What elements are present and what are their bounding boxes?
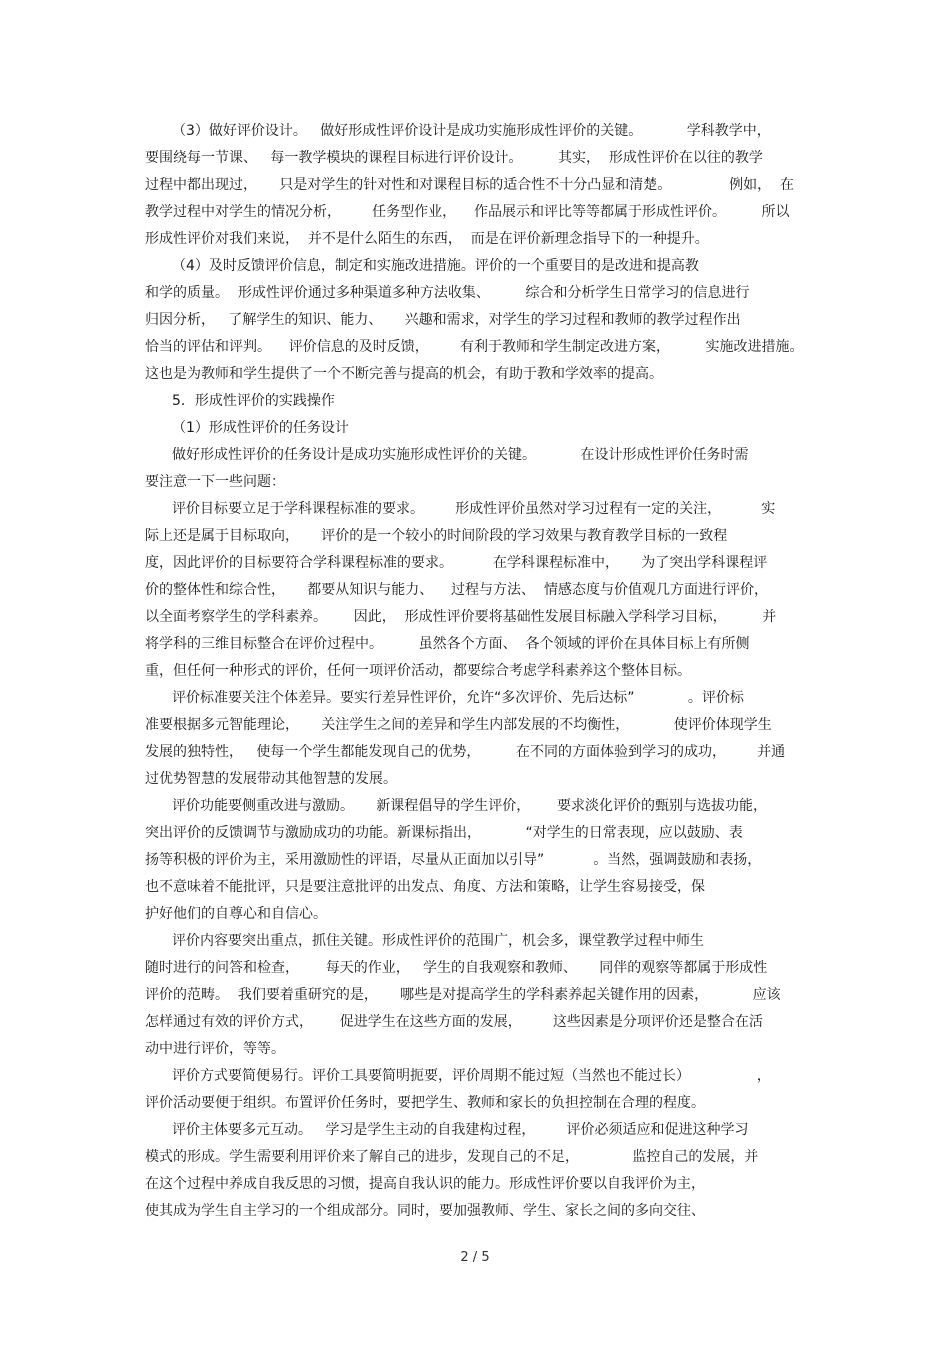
line-text: 5．形成性评价的实践操作: [172, 393, 335, 409]
paragraph-line: [0, 631, 950, 658]
line-text: 重，但任何一种形式的评价，任何一项评价活动，都要综合考虑学科素养这个整体目标。: [145, 663, 691, 679]
paragraph-line: [0, 145, 950, 172]
paragraph-line: [0, 874, 950, 901]
line-text: 价的整体性和综合性， 都要从知识与能力、 过程与方法、 情感态度与价值观几方面进行评价，: [145, 582, 768, 598]
paragraph-line: [0, 766, 950, 793]
line-text: 准要根据多元智能理论， 关注学生之间的差异和学生内部发展的不均衡性， 使评价体现学生: [145, 717, 772, 733]
line-text: 形成性评价对我们来说， 并不是什么陌生的东西， 而是在评价新理念指导下的一种提升。: [145, 231, 709, 247]
line-text: （4）及时反馈评价信息，制定和实施改进措施。评价的一个重要目的是改进和提高教: [172, 258, 699, 274]
line-text: 以全面考察学生的学科素养。 因此， 形成性评价要将基础性发展目标融入学科学习目标， 并: [145, 609, 777, 625]
line-text: 教学过程中对学生的情况分析， 任务型作业， 作品展示和评比等等都属于形成性评价。 所以: [145, 204, 790, 220]
line-text: 随时进行的问答和检查， 每天的作业， 学生的自我观察和教师、 同伴的观察等都属于形成性: [145, 960, 768, 976]
line-text: 使其成为学生自主学习的一个组成部分。同时，要加强教师、学生、家长之间的多向交往、: [145, 1203, 705, 1219]
line-text: 护好他们的自尊心和自信心。: [145, 906, 327, 922]
paragraph-line: [0, 955, 950, 982]
line-text: 发展的独特性， 使每一个学生都能发现自己的优势， 在不同的方面体验到学习的成功， 并通: [145, 744, 786, 760]
paragraph-first-line: [0, 442, 950, 469]
line-text: 模式的形成。学生需要利用评价来了解自己的进步，发现自己的不足， 监控自己的发展，并: [145, 1149, 759, 1165]
paragraph-first-line: [0, 496, 950, 523]
paragraph-first-line: [0, 118, 950, 145]
line-text: 评价的范畴。 我们要着重研究的是， 哪些是对提高学生的学科素养起关键作用的因素， 应该: [145, 987, 781, 1003]
line-text: 度，因此评价的目标要符合学科课程标准的要求。 在学科课程标准中， 为了突出学科课程评: [145, 555, 768, 571]
line-text: 评价活动要便于组织。布置评价任务时，要把学生、教师和家长的负担控制在合理的程度。: [145, 1095, 705, 1111]
line-text: 将学科的三维目标整合在评价过程中。 虽然各个方面、 各个领域的评价在具体目标上有所侧: [145, 636, 750, 652]
line-text: 和学的质量。 形成性评价通过多种渠道多种方法收集、 综合和分析学生日常学习的信息进行: [145, 285, 750, 301]
line-text: 际上还是属于目标取向， 评价的是一个较小的时间阶段的学习效果与教育教学目标的一致程: [145, 528, 728, 544]
paragraph-line: [0, 604, 950, 631]
line-text: 评价标准要关注个体差异。要实行差异性评价，允许“多次评价、先后达标” 。评价标: [172, 690, 744, 706]
paragraph-line: [0, 658, 950, 685]
paragraph-first-line: [0, 388, 950, 415]
line-text: 评价方式要简便易行。评价工具要简明扼要，评价周期不能过短（当然也不能过长） ，: [172, 1068, 771, 1084]
paragraph-line: [0, 469, 950, 496]
paragraph-line: [0, 280, 950, 307]
line-text: 过优势智慧的发展带动其他智慧的发展。: [145, 771, 397, 787]
paragraph-line: [0, 820, 950, 847]
paragraph-line: [0, 712, 950, 739]
line-text: 要围绕每一节课、 每一教学模块的课程目标进行评价设计。 其实， 形成性评价在以往的教学: [145, 150, 763, 166]
line-text: 评价目标要立足于学科课程标准的要求。 形成性评价虽然对学习过程有一定的关注， 实: [172, 501, 776, 517]
line-text: 这也是为教师和学生提供了一个不断完善与提高的机会，有助于教和学效率的提高。: [145, 366, 663, 382]
line-text: 动中进行评价，等等。: [145, 1041, 285, 1057]
paragraph-line: [0, 550, 950, 577]
paragraph-line: [0, 334, 950, 361]
line-text: 恰当的评估和评判。 评价信息的及时反馈， 有利于教师和学生制定改进方案， 实施改进措施。: [145, 339, 804, 355]
paragraph-line: [0, 901, 950, 928]
paragraph-first-line: [0, 253, 950, 280]
paragraph-line: [0, 307, 950, 334]
paragraph-line: [0, 577, 950, 604]
paragraph-line: [0, 1036, 950, 1063]
paragraph-line: [0, 739, 950, 766]
paragraph-line: [0, 982, 950, 1009]
paragraph-first-line: [0, 1117, 950, 1144]
paragraph-first-line: [0, 928, 950, 955]
document-body: [0, 118, 950, 1225]
line-text: 过程中都出现过， 只是对学生的针对性和对课程目标的适合性不十分凸显和清楚。 例如， 在: [145, 177, 795, 193]
line-text: 评价主体要多元互动。 学习是学生主动的自我建构过程， 评价必须适应和促进这种学习: [172, 1122, 749, 1138]
paragraph-first-line: [0, 793, 950, 820]
paragraph-first-line: [0, 685, 950, 712]
line-text: 评价功能要侧重改进与激励。 新课程倡导的学生评价， 要求淡化评价的甄别与选拔功能，: [172, 798, 767, 814]
paragraph-line: [0, 1198, 950, 1225]
paragraph-line: [0, 1171, 950, 1198]
paragraph-line: [0, 226, 950, 253]
line-text: 要注意一下一些问题：: [145, 474, 285, 490]
line-text: 怎样通过有效的评价方式， 促进学生在这些方面的发展， 这些因素是分项评价还是整合在活: [145, 1014, 763, 1030]
paragraph-first-line: [0, 1063, 950, 1090]
paragraph-line: [0, 172, 950, 199]
paragraph-line: [0, 523, 950, 550]
paragraph-line: [0, 1090, 950, 1117]
line-text: 归因分析， 了解学生的知识、能力、 兴趣和需求，对学生的学习过程和教师的教学过程作出: [145, 312, 741, 328]
paragraph-line: [0, 1144, 950, 1171]
paragraph-line: [0, 847, 950, 874]
paragraph-line: [0, 1009, 950, 1036]
paragraph-line: [0, 361, 950, 388]
line-text: 评价内容要突出重点，抓住关键。形成性评价的范围广，机会多，课堂教学过程中师生: [172, 933, 704, 949]
paragraph-first-line: [0, 415, 950, 442]
line-text: 也不意味着不能批评，只是要注意批评的出发点、角度、方法和策略，让学生容易接受，保: [145, 879, 705, 895]
paragraph-line: [0, 199, 950, 226]
line-text: 在这个过程中养成自我反思的习惯，提高自我认识的能力。形成性评价要以自我评价为主，: [145, 1176, 705, 1192]
page-number: 2 / 5: [460, 1250, 490, 1265]
line-text: （1）形成性评价的任务设计: [172, 420, 349, 436]
line-text: 做好形成性评价的任务设计是成功实施形成性评价的关键。 在设计形成性评价任务时需: [172, 447, 749, 463]
line-text: 突出评价的反馈调节与激励成功的功能。新课标指出， “对学生的日常表现，应以鼓励、表: [145, 825, 743, 841]
line-text: （3）做好评价设计。 做好形成性评价设计是成功实施形成性评价的关键。 学科教学中，: [172, 123, 771, 139]
line-text: 扬等积极的评价为主，采用激励性的评语，尽量从正面加以引导” 。当然，强调鼓励和表扬，: [145, 852, 762, 868]
